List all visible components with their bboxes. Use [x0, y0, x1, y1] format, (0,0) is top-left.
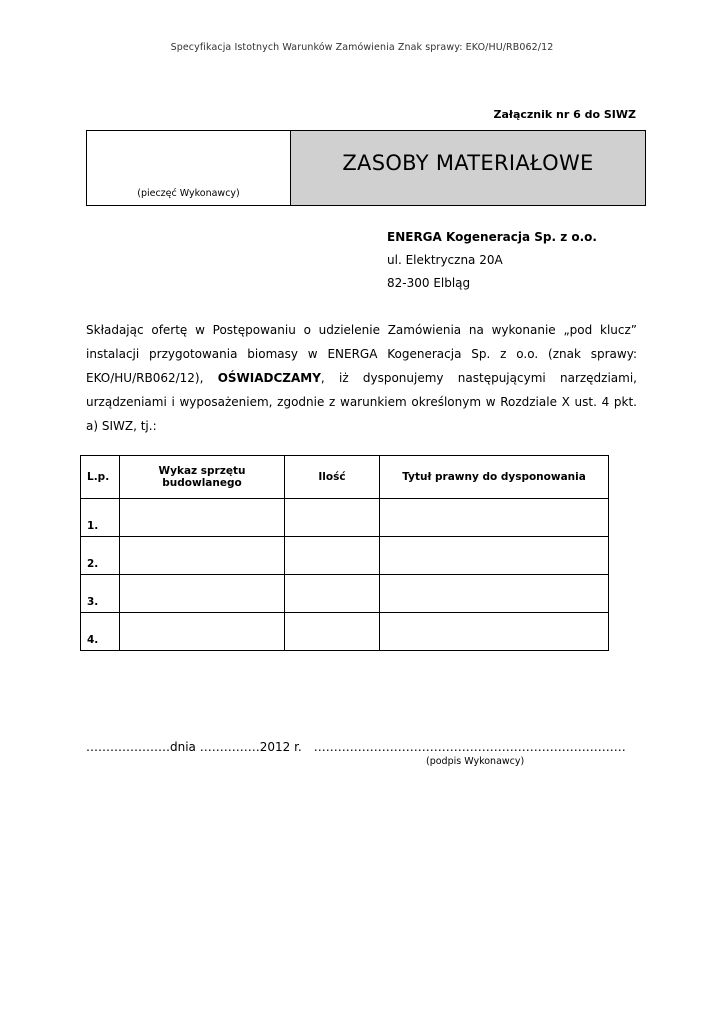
quantity-cell[interactable] — [285, 613, 380, 651]
equipment-cell[interactable] — [120, 575, 285, 613]
row-number: 1. — [81, 499, 120, 537]
header-equipment: Wykaz sprzętu budowlanego — [120, 456, 285, 499]
table-row — [81, 575, 609, 613]
year-label: 2012 r. — [259, 740, 302, 754]
row-number: 4. — [81, 613, 120, 651]
attachment-label: Załącznik nr 6 do SIWZ — [493, 108, 636, 121]
running-header: Specyfikacja Istotnych Warunków Zamówienia Znak sprawy: EKO/HU/RB062/12 — [170, 42, 554, 53]
place-blank[interactable]: ………………… — [86, 740, 170, 754]
title-cell — [291, 131, 645, 205]
equipment-cell[interactable] — [120, 537, 285, 575]
contractor-stamp-area — [87, 131, 291, 205]
title-box — [86, 130, 646, 206]
recipient-street: ul. Elektryczna 20A — [387, 253, 503, 267]
header-legal-title: Tytuł prawny do dysponowania — [380, 456, 609, 499]
date-blank[interactable]: …………… — [199, 740, 260, 754]
declaration-text-part2: , iż dysponujemy następującymi narzędziami, urządzeniami i wyposażeniem, zgodnie z warunkiem określonym w Rozdziale X ust. 4 pkt. a) SIWZ, tj.: — [86, 371, 637, 433]
legal-title-cell[interactable] — [380, 499, 609, 537]
equipment-table — [80, 455, 609, 651]
quantity-cell[interactable] — [285, 499, 380, 537]
row-number: 2. — [81, 537, 120, 575]
legal-title-cell[interactable] — [380, 613, 609, 651]
recipient-name: ENERGA Kogeneracja Sp. z o.o. — [387, 230, 597, 244]
legal-title-cell[interactable] — [380, 575, 609, 613]
header-lp: L.p. — [81, 456, 120, 499]
quantity-cell[interactable] — [285, 537, 380, 575]
table-header-row — [81, 456, 609, 499]
declaration-text-part1: Składając ofertę w Postępowaniu o udzielenie Zamówienia na wykonanie „pod klucz” instalacji przygotowania biomasy w ENERGA Kogeneracja Sp. z o.o. (znak sprawy: EKO/HU/RB062/12), — [86, 323, 637, 385]
header-quantity: Ilość — [285, 456, 380, 499]
table-row — [81, 537, 609, 575]
recipient-city: 82-300 Elbląg — [387, 276, 471, 290]
signature-line — [86, 740, 626, 754]
quantity-cell[interactable] — [285, 575, 380, 613]
dnia-label: dnia — [170, 740, 196, 754]
recipient-address — [387, 226, 597, 295]
signature-caption: (podpis Wykonawcy) — [426, 756, 525, 767]
table-row — [81, 613, 609, 651]
table-row — [81, 499, 609, 537]
signature-blank[interactable]: …………………………………………………………………… — [313, 740, 626, 754]
row-number: 3. — [81, 575, 120, 613]
legal-title-cell[interactable] — [380, 537, 609, 575]
equipment-cell[interactable] — [120, 613, 285, 651]
equipment-cell[interactable] — [120, 499, 285, 537]
declaration-paragraph — [86, 318, 637, 438]
declaration-keyword: OŚWIADCZAMY — [217, 371, 321, 385]
stamp-label: (pieczęć Wykonawcy) — [137, 188, 240, 199]
document-title: ZASOBY MATERIAŁOWE — [342, 151, 594, 175]
